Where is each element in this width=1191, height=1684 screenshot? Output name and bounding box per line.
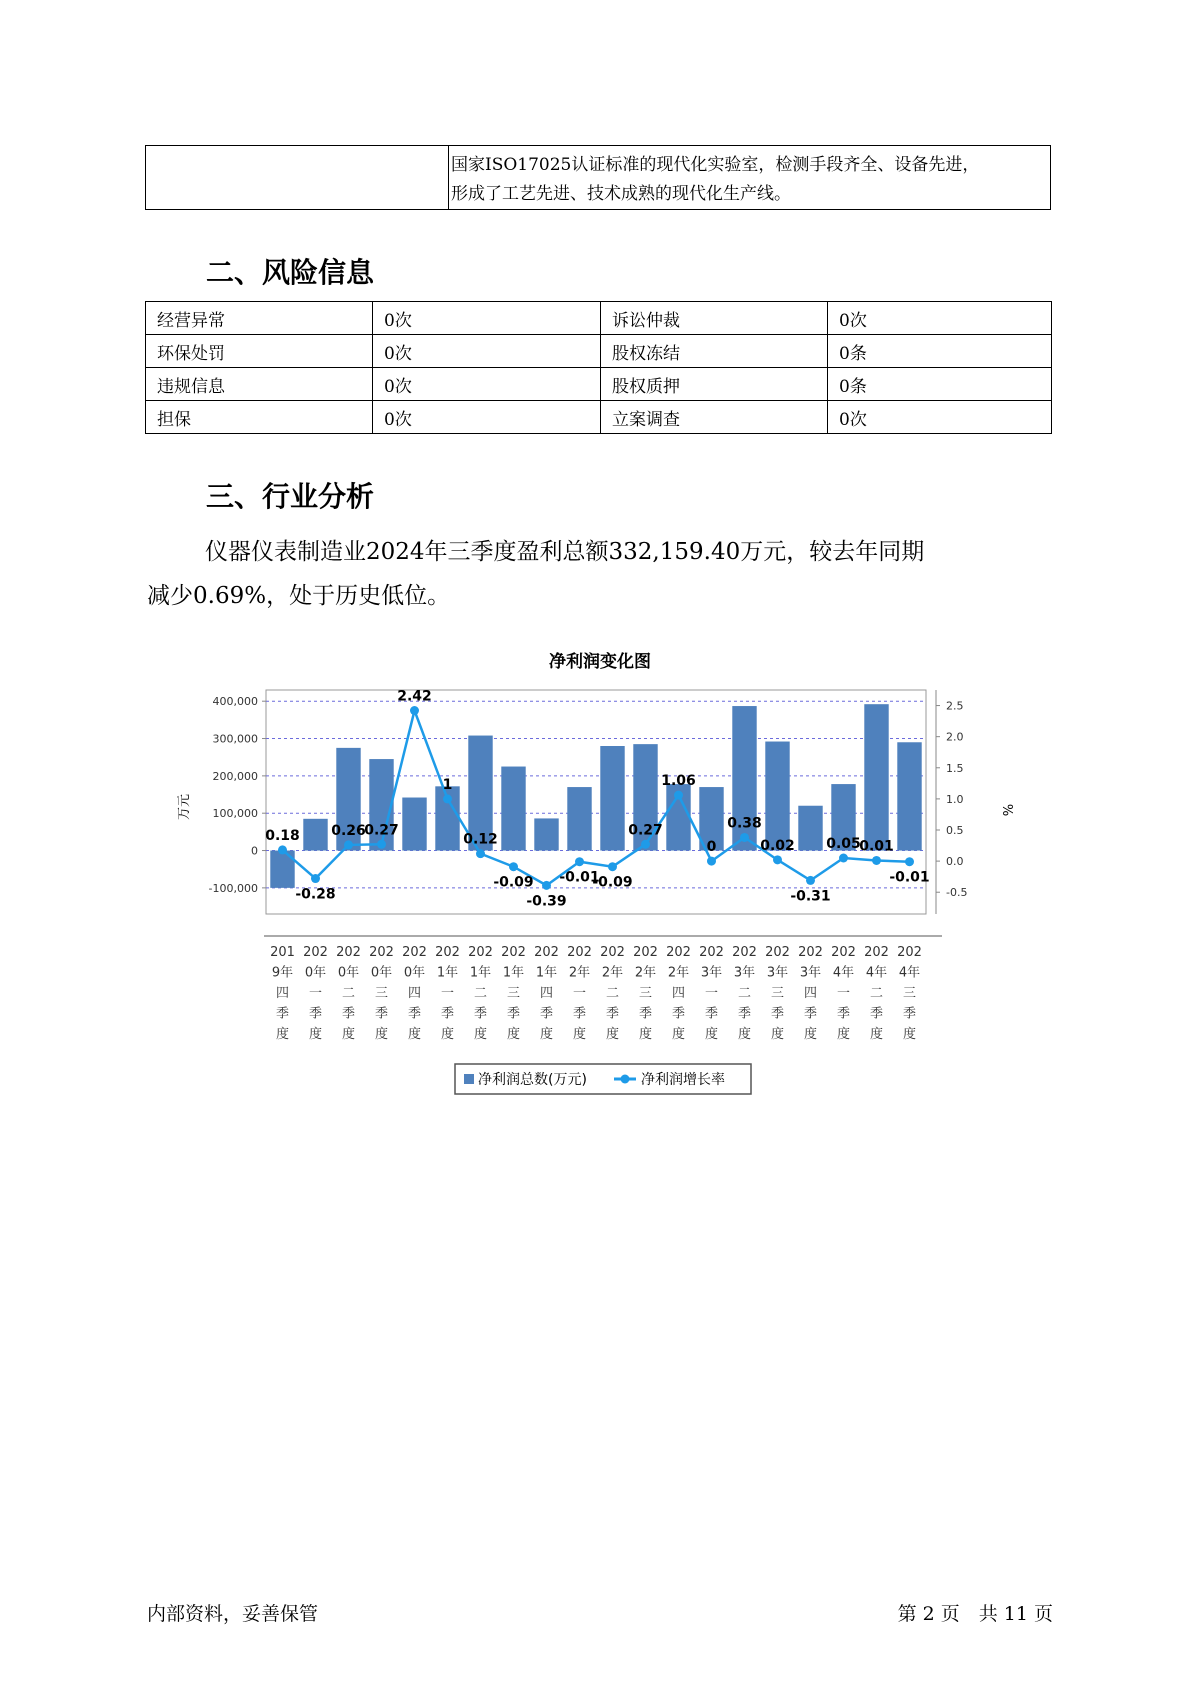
category-label: 0年 [403,965,426,981]
table-row [146,302,1052,335]
category-label: 度 [473,1027,488,1042]
category-label: 3年 [733,965,756,981]
footer-page-number: 第 2 页 共 11 页 [897,1603,1053,1625]
category-label: 季 [341,1006,356,1022]
growth-point [674,791,683,800]
category-label: 2年 [601,965,624,981]
risk-value: 0次 [373,368,601,401]
top-table [145,145,1051,210]
left-tick-label: -100,000 [208,881,258,895]
category-label: 度 [506,1027,521,1042]
category-label: 一 [704,986,719,1001]
category-label: 季 [407,1006,422,1022]
risk-label: 担保 [146,401,373,434]
category-label: 度 [671,1027,686,1042]
risk-label: 股权冻结 [601,335,828,368]
table-row [146,401,1052,434]
category-label: 季 [770,1006,785,1022]
growth-point [872,856,881,865]
category-label: 202 [567,945,592,960]
bar [600,746,624,851]
category-label: 202 [600,945,625,960]
category-label: 1年 [535,965,558,981]
left-axis-label: 万元 [177,793,192,821]
category-label: 202 [732,945,757,960]
category-label: 3年 [700,965,723,981]
bar [798,806,822,851]
growth-label: 0.26 [331,822,366,839]
right-tick-label: 0.5 [946,824,964,837]
table-row [146,335,1052,368]
growth-label: -0.01 [559,869,600,886]
growth-label: 0.27 [364,822,399,839]
category-label: 二 [341,986,356,1001]
left-tick-label: 100,000 [212,807,258,821]
bar [501,767,525,851]
growth-point [839,854,848,863]
growth-label: 0.05 [826,836,861,852]
category-label: 202 [633,945,658,960]
growth-label: -0.28 [295,886,336,903]
category-label: 季 [869,1006,884,1022]
category-label: 3年 [799,965,822,981]
category-label: 季 [572,1006,587,1022]
left-tick-label: 300,000 [212,732,258,746]
growth-point [905,857,914,866]
category-label: 一 [308,986,323,1001]
growth-point [377,840,386,849]
category-label: 202 [369,945,394,960]
category-label: 季 [638,1006,653,1022]
category-label: 202 [501,945,526,960]
growth-label: 2.42 [397,688,432,705]
category-label: 度 [869,1027,884,1042]
category-label: 度 [704,1027,719,1042]
table-cell-text [451,151,1049,209]
bar [534,818,558,850]
right-axis-label: % [999,803,1014,817]
category-label: 202 [435,945,460,960]
left-tick-label: 200,000 [212,769,258,783]
category-label: 4年 [832,965,855,981]
bar [765,742,789,851]
left-tick-label: 400,000 [212,695,258,709]
category-label: 度 [770,1027,785,1042]
category-label: 度 [407,1027,422,1042]
growth-point [608,862,617,871]
growth-point [476,849,485,858]
category-label: 度 [902,1027,917,1042]
category-label: 二 [605,986,620,1001]
legend-line-marker [621,1075,630,1084]
growth-point [344,840,353,849]
bar [897,742,921,850]
category-label: 202 [468,945,493,960]
growth-point [740,833,749,842]
right-tick-label: -0.5 [946,886,968,900]
category-label: 4年 [898,965,921,981]
risk-value: 0条 [828,335,1052,368]
category-label: 202 [798,945,823,960]
footer-left: 内部资料，妥善保管 [147,1603,319,1625]
right-tick-label: 0.0 [946,855,964,869]
category-axis-labels [270,945,922,1042]
risk-label: 违规信息 [146,368,373,401]
risk-value: 0次 [373,335,601,368]
industry-paragraph-line-1: 仪器仪表制造业2024年三季度盈利总额332,159.40万元，较去年同期 [205,539,925,565]
category-label: 季 [275,1006,290,1022]
category-label: 二 [473,986,488,1001]
category-label: 三 [374,986,389,1001]
category-label: 季 [440,1006,455,1022]
right-axis [936,690,967,914]
category-label: 202 [699,945,724,960]
chart-legend [455,1064,751,1094]
category-label: 201 [270,945,295,960]
category-label: 202 [831,945,856,960]
risk-value: 0次 [828,302,1052,335]
category-label: 季 [803,1006,818,1022]
risk-value: 0次 [373,302,601,335]
category-label: 度 [539,1027,554,1042]
category-label: 季 [902,1006,917,1022]
category-label: 度 [275,1027,290,1042]
growth-point [575,857,584,866]
category-label: 1年 [502,965,525,981]
category-label: 202 [864,945,889,960]
category-label: 9年 [271,965,294,981]
growth-point [542,881,551,890]
category-label: 四 [671,986,686,1001]
category-label: 202 [303,945,328,960]
category-label: 季 [737,1006,752,1022]
table-cell-line-1: 国家ISO17025认证标准的现代化实验室，检测手段齐全、设备先进， [451,155,980,175]
right-tick-label: 1.0 [946,792,964,806]
growth-label: 0.27 [628,822,663,839]
category-label: 一 [572,986,587,1001]
growth-point [773,855,782,864]
category-label: 一 [836,986,851,1001]
right-tick-label: 1.5 [946,761,964,775]
category-label: 四 [407,986,422,1001]
table-row [146,368,1052,401]
category-label: 季 [308,1006,323,1022]
legend-bar-label: 净利润总数(万元) [478,1072,587,1088]
growth-label: -0.09 [493,874,534,891]
growth-point [641,840,650,849]
category-label: 2年 [634,965,657,981]
category-label: 四 [275,986,290,1001]
category-label: 0年 [337,965,360,981]
growth-label: 0.12 [463,831,498,848]
category-label: 三 [638,986,653,1001]
category-label: 度 [308,1027,323,1042]
category-label: 1年 [436,965,459,981]
category-label: 一 [440,986,455,1001]
legend-line-label: 净利润增长率 [641,1072,725,1088]
growth-point [443,794,452,803]
category-label: 四 [803,986,818,1001]
growth-label: 1 [442,776,453,793]
bar [402,798,426,851]
category-label: 三 [506,986,521,1001]
risk-value: 0条 [828,368,1052,401]
growth-label: -0.31 [790,888,831,905]
category-label: 四 [539,986,554,1001]
category-label: 202 [534,945,559,960]
growth-point [509,862,518,871]
category-label: 三 [770,986,785,1001]
risk-label: 环保处罚 [146,335,373,368]
category-label: 4年 [865,965,888,981]
risk-label: 诉讼仲裁 [601,302,828,335]
category-label: 202 [336,945,361,960]
category-label: 季 [836,1006,851,1022]
table-cell-line-2: 形成了工艺先进、技术成熟的现代化生产线。 [451,184,791,204]
right-tick-label: 2.5 [946,699,964,713]
growth-label: 0.01 [859,838,894,855]
industry-paragraph-line-2: 减少0.69%，处于历史低位。 [147,583,451,609]
risk-value: 0次 [828,401,1052,434]
right-tick-label: 2.0 [946,730,964,744]
table-divider [448,146,449,209]
growth-label: -0.01 [889,869,930,886]
category-label: 二 [737,986,752,1001]
category-label: 2年 [568,965,591,981]
growth-label: -0.09 [592,874,633,891]
category-label: 度 [638,1027,653,1042]
category-label: 季 [539,1006,554,1022]
legend-bar-swatch [464,1074,474,1084]
category-label: 季 [374,1006,389,1022]
category-label: 3年 [766,965,789,981]
category-label: 三 [902,986,917,1001]
growth-point [806,876,815,885]
growth-point [707,857,716,866]
category-label: 202 [897,945,922,960]
category-label: 度 [737,1027,752,1042]
category-label: 0年 [370,965,393,981]
growth-label: -0.39 [526,893,567,910]
category-label: 度 [836,1027,851,1042]
category-label: 季 [506,1006,521,1022]
risk-value: 0次 [373,401,601,434]
category-label: 度 [605,1027,620,1042]
category-label: 度 [341,1027,356,1042]
category-label: 度 [803,1027,818,1042]
category-label: 2年 [667,965,690,981]
left-tick-label: 0 [251,844,258,858]
bar [567,787,591,850]
growth-label: 0.38 [727,815,762,832]
growth-label: 0 [706,839,717,856]
growth-label: 1.06 [661,773,696,790]
category-label: 度 [440,1027,455,1042]
left-axis [209,695,266,895]
bar [864,704,888,850]
category-label: 季 [704,1006,719,1022]
net-profit-chart [160,640,1040,1110]
growth-point [311,874,320,883]
category-label: 202 [402,945,427,960]
chart-title: 净利润变化图 [549,652,651,672]
category-label: 二 [869,986,884,1001]
category-label: 季 [671,1006,686,1022]
growth-label: 0.18 [265,827,300,844]
industry-heading: 三、行业分析 [206,480,375,513]
category-label: 202 [765,945,790,960]
category-label: 202 [666,945,691,960]
growth-point [410,706,419,715]
category-label: 度 [572,1027,587,1042]
risk-label: 股权质押 [601,368,828,401]
risk-label: 经营异常 [146,302,373,335]
risk-label: 立案调查 [601,401,828,434]
category-label: 度 [374,1027,389,1042]
bar [303,819,327,851]
growth-label: 0.02 [760,837,795,854]
growth-point [278,845,287,854]
risk-table [145,301,1052,434]
category-label: 0年 [304,965,327,981]
category-label: 季 [605,1006,620,1022]
risk-heading: 二、风险信息 [206,256,375,289]
category-label: 季 [473,1006,488,1022]
category-label: 1年 [469,965,492,981]
